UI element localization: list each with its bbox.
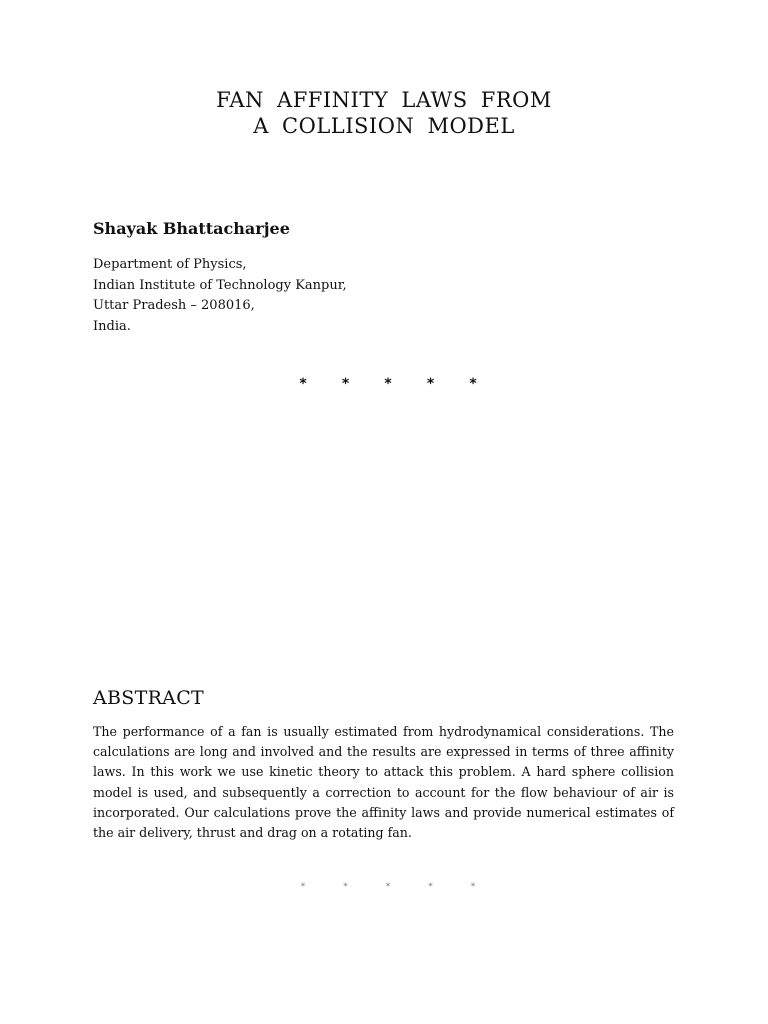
section-separator-bottom: [298, 882, 478, 892]
author-name: Shayak Bhattacharjee: [93, 219, 290, 238]
section-separator-top: [298, 376, 478, 392]
separator-star: *: [300, 882, 306, 892]
affiliation-line: Department of Physics,: [93, 257, 247, 272]
separator-star: *: [385, 882, 391, 892]
separator-star: *: [299, 376, 307, 392]
separator-star: *: [469, 376, 477, 392]
separator-star: *: [470, 882, 476, 892]
separator-star: *: [428, 882, 433, 892]
affiliation-line: India.: [93, 318, 131, 334]
paper-title-line-1: FAN AFFINITY LAWS FROM: [216, 88, 552, 112]
abstract-text: The performance of a fan is usually estimated from hydrodynamical considerations. The calculations are long and involved and the results are expressed in terms of three affinity laws. In this work we use kinetic theory to attack this problem. A hard sphere collision model is used, and subsequently a correction to account for the flow behaviour of air is incorporated. Our calculations prove the affinity laws and provide numerical estimates of the air delivery, thrust and drag on a rotating fan.: [93, 724, 674, 841]
abstract-heading: ABSTRACT: [93, 687, 205, 709]
separator-star: *: [426, 376, 435, 392]
separator-star: *: [343, 882, 348, 892]
author-affiliation: [93, 255, 347, 337]
paper-title-line-2: A COLLISION MODEL: [253, 114, 515, 138]
separator-star: *: [341, 376, 350, 392]
separator-star: *: [384, 376, 392, 392]
affiliation-line: Indian Institute of Technology Kanpur,: [93, 277, 347, 293]
affiliation-line: Uttar Pradesh – 208016,: [93, 298, 255, 313]
